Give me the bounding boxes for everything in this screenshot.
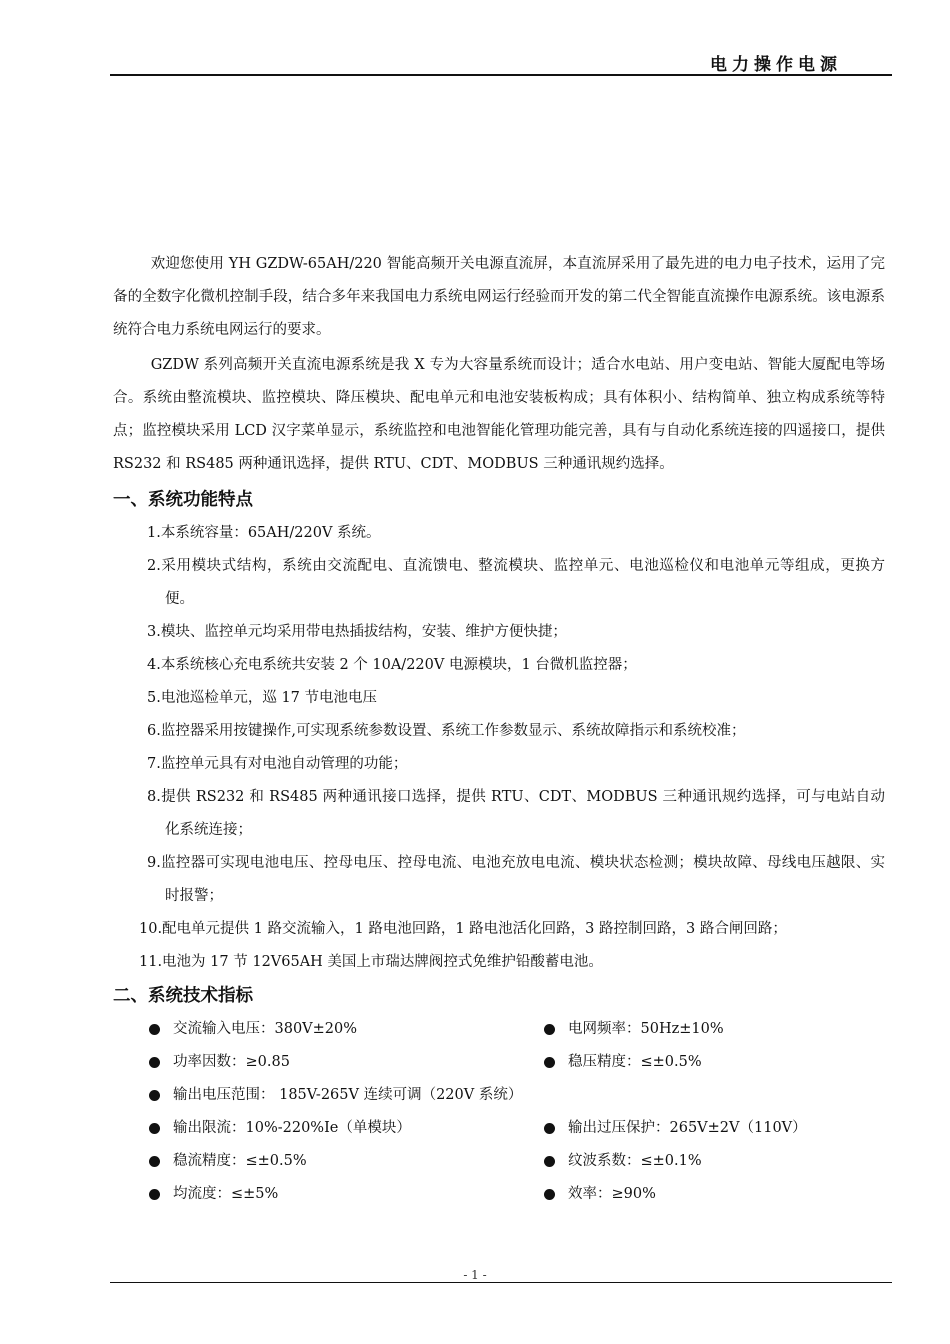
spec-text: 稳压精度：≤±0.5% <box>568 1054 702 1070</box>
header-rule <box>110 74 892 76</box>
spec-text: 纹波系数：≤±0.1% <box>568 1153 702 1169</box>
spec-item <box>149 1013 544 1046</box>
document-body <box>113 248 885 1211</box>
spec-text: 输出限流：10%-220%Ie（单模块） <box>173 1120 411 1136</box>
spec-item <box>544 1046 904 1079</box>
spec-item <box>544 1112 904 1145</box>
header-title: 电力操作电源 <box>710 55 842 75</box>
list-item: 4.本系统核心充电系统共安装 2 个 10A/220V 电源模块，1 台微机监控器； <box>147 657 637 673</box>
spec-text: 稳流精度：≤±0.5% <box>173 1153 307 1169</box>
intro-paragraph: GZDW 系列高频开关直流电源系统是我 X 专为大容量系统而设计；适合水电站、用户变电站、智能大厦配电等场合。系统由整流模块、监控模块、降压模块、配电单元和电池安装板构成；具有体积小、结构简单、独立构成系统等特点；监控模块采用 LCD 汉字菜单显示，系统监控和电池智能化管理功能完善，具有与自动化系统连接的四遥接口，提供 RS232 和 RS485 两种通讯选择，提供 RTU、CDT、MODBUS 三种通讯规约选择。 <box>113 357 885 472</box>
spec-text: 电网频率：50Hz±10% <box>568 1021 724 1037</box>
bullet-icon <box>149 1123 160 1134</box>
bullet-icon <box>149 1024 160 1035</box>
spec-text: 效率：≥90% <box>568 1186 656 1202</box>
list-item: 5.电池巡检单元，巡 17 节电池电压 <box>147 690 378 706</box>
spec-item <box>544 1145 904 1178</box>
footer-rule <box>110 1282 892 1283</box>
list-item: 2.采用模块式结构，系统由交流配电、直流馈电、整流模块、监控单元、电池巡检仪和电池单元等组成，更换方便。 <box>147 558 885 607</box>
bullet-icon <box>149 1189 160 1200</box>
spec-item <box>149 1079 904 1112</box>
feature-list <box>113 517 885 979</box>
bullet-icon <box>544 1057 555 1068</box>
list-item: 6.监控器采用按键操作,可实现系统参数设置、系统工作参数显示、系统故障指示和系统校准； <box>147 723 746 739</box>
spec-text: 输出过压保护：265V±2V（110V） <box>568 1120 807 1136</box>
spec-item <box>544 1013 904 1046</box>
bullet-icon <box>149 1090 160 1101</box>
bullet-icon <box>544 1156 555 1167</box>
spec-text: 功率因数：≥0.85 <box>173 1054 290 1070</box>
spec-item <box>544 1178 904 1211</box>
bullet-icon <box>149 1057 160 1068</box>
list-item: 10.配电单元提供 1 路交流输入，1 路电池回路，1 路电池活化回路，3 路控制回路，3 路合闸回路； <box>139 921 787 937</box>
section-heading: 二、系统技术指标 <box>113 986 253 1006</box>
spec-item <box>149 1178 544 1211</box>
spec-text: 输出电压范围： 185V-265V 连续可调（220V 系统） <box>173 1087 523 1103</box>
spec-item <box>149 1112 544 1145</box>
spec-text: 均流度：≤±5% <box>173 1186 279 1202</box>
list-item: 11.电池为 17 节 12V65AH 美国上市瑞达牌阀控式免维护铅酸蓄电池。 <box>139 954 603 970</box>
spec-text: 交流输入电压：380V±20% <box>173 1021 358 1037</box>
spec-item <box>149 1145 544 1178</box>
bullet-icon <box>544 1123 555 1134</box>
bullet-icon <box>149 1156 160 1167</box>
bullet-icon <box>544 1024 555 1035</box>
spec-list <box>113 1013 885 1211</box>
list-item: 9.监控器可实现电池电压、控母电压、控母电流、电池充放电电流、模块状态检测；模块故障、母线电压越限、实时报警； <box>147 855 885 904</box>
spec-item <box>149 1046 544 1079</box>
list-item: 8.提供 RS232 和 RS485 两种通讯接口选择，提供 RTU、CDT、MODBUS 三种通讯规约选择，可与电站自动化系统连接； <box>147 789 885 838</box>
intro-paragraph: 欢迎您使用 YH GZDW-65AH/220 智能高频开关电源直流屏，本直流屏采用了最先进的电力电子技术，运用了完备的全数字化微机控制手段，结合多年来我国电力系统电网运行经验而开发的第二代全智能直流操作电源系统。该电源系统符合电力系统电网运行的要求。 <box>113 256 885 338</box>
list-item: 7.监控单元具有对电池自动管理的功能； <box>147 756 408 772</box>
list-item: 3.模块、监控单元均采用带电热插拔结构，安装、维护方便快捷； <box>147 624 567 640</box>
bullet-icon <box>544 1189 555 1200</box>
page-number: - 1 - <box>463 1268 487 1282</box>
section-heading: 一、系统功能特点 <box>113 490 253 510</box>
list-item: 1.本系统容量：65AH/220V 系统。 <box>147 525 381 541</box>
